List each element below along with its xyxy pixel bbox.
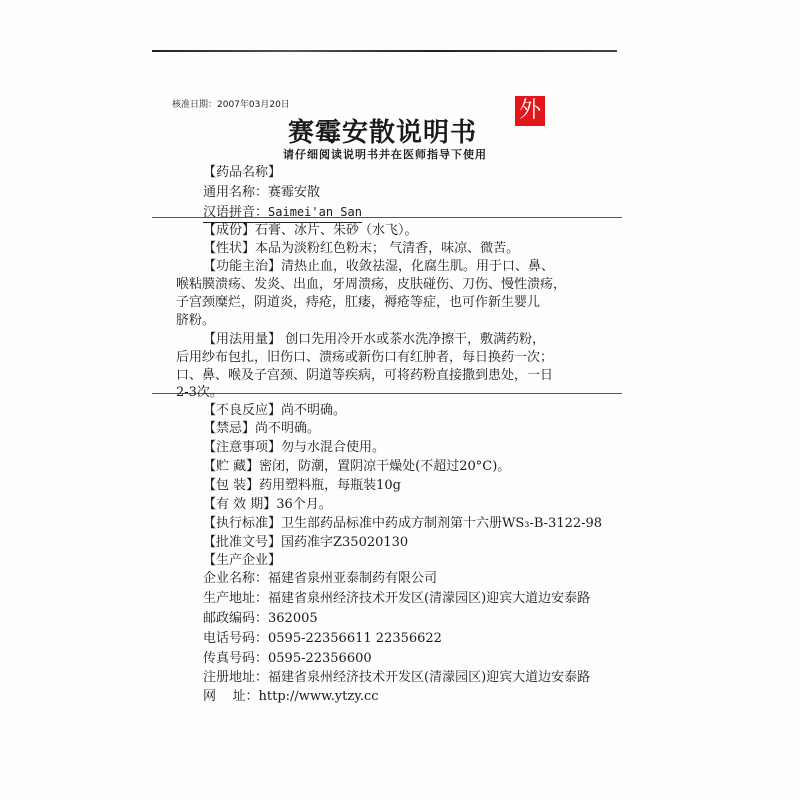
document-title: 赛霉安散说明书 xyxy=(288,118,478,148)
pinyin-value: Saimei'an San xyxy=(268,205,362,219)
indications-line: 喉粘膜溃疡、发炎、出血，牙周溃疡，皮肤碰伤、刀伤、慢性溃疡， xyxy=(176,277,567,292)
drug-name-header: 【药品名称】 xyxy=(203,165,282,180)
production-address: 生产地址：福建省泉州经济技术开发区(清濛园区)迎宾大道边安泰路 xyxy=(203,591,591,606)
description: 【性状】本品为淡粉红色粉末； 气清香，味凉、微苦。 xyxy=(203,241,520,256)
package: 【包 装】药用塑料瓶，每瓶装10g xyxy=(203,478,401,493)
top-rule xyxy=(152,50,617,52)
usage-line: 【用法用量】 创口先用冷开水或茶水洗净擦干，敷满药粉， xyxy=(203,332,546,347)
manufacturer-header: 【生产企业】 xyxy=(203,553,282,568)
indications-line: 脐粉。 xyxy=(176,313,216,328)
indications-line: 【功能主治】清热止血，收敛祛湿，化腐生肌。用于口、鼻、 xyxy=(203,259,555,274)
validity: 【有 效 期】36个月。 xyxy=(203,497,332,512)
external-use-badge: 外 xyxy=(515,96,545,126)
phone-number: 电话号码：0595-22356611 22356622 xyxy=(203,631,442,646)
registered-address: 注册地址：福建省泉州经济技术开发区(清濛园区)迎宾大道边安泰路 xyxy=(203,670,591,685)
usage-line: 后用纱布包扎，旧伤口、溃疡或新伤口有红肿者，每日换药一次； xyxy=(176,350,554,365)
document-subtitle: 请仔细阅读说明书并在医师指导下使用 xyxy=(283,148,487,161)
adverse-reactions: 【不良反应】尚不明确。 xyxy=(203,403,347,418)
approval-date: 核准日期：2007年03月20日 xyxy=(172,100,290,110)
contraindications: 【禁忌】尚不明确。 xyxy=(203,421,321,436)
indications-line: 子宫颈糜烂，阴道炎，痔疮，肛瘘，褥疮等症，也可作新生婴儿 xyxy=(176,295,541,310)
website: 网 址：http://www.ytzy.cc xyxy=(203,689,379,704)
pinyin xyxy=(203,203,362,223)
company-name: 企业名称：福建省泉州亚泰制药有限公司 xyxy=(203,571,438,586)
precautions: 【注意事项】勿与水混合使用。 xyxy=(203,440,386,455)
usage-line: 口、鼻、喉及子宫颈、阴道等疾病，可将药粉直接撒到患处，一日 xyxy=(176,368,554,383)
generic-name: 通用名称：赛霉安散 xyxy=(203,185,321,200)
usage-line: 2-3次。 xyxy=(176,385,223,400)
approval-number: 【批准文号】国药准字Z35020130 xyxy=(203,535,409,550)
postal-code: 邮政编码：362005 xyxy=(203,611,318,626)
pinyin-label: 汉语拼音： xyxy=(203,205,269,220)
fax-number: 传真号码：0595-22356600 xyxy=(203,651,372,666)
storage: 【贮 藏】密闭，防潮，置阴凉干燥处(不超过20°C)。 xyxy=(203,459,511,474)
standard: 【执行标准】卫生部药品标准中药成方制剂第十六册WS₃-B-3122-98 xyxy=(203,516,603,531)
ingredients: 【成份】石膏、冰片、朱砂（水飞）。 xyxy=(203,223,418,238)
